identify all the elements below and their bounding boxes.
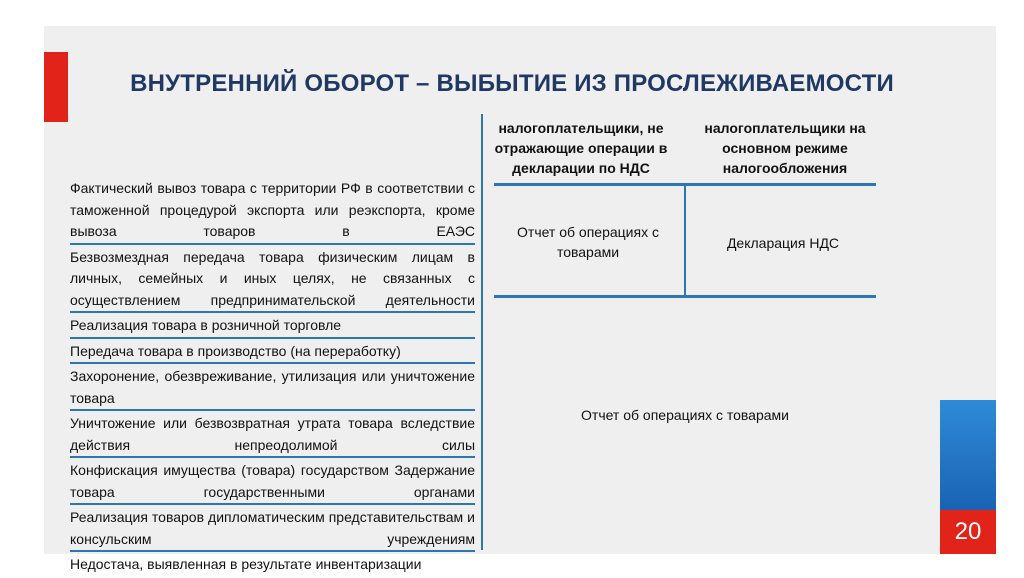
blue-decor-block	[940, 400, 996, 510]
cell-lower-operations-report: Отчет об операциях с товарами	[581, 407, 789, 423]
list-item: Реализация товаров дипломатическим представительствам и консульским учреждениям	[70, 507, 475, 552]
table-bottom-line	[494, 295, 876, 298]
cell-vat-declaration: Декларация НДС	[726, 235, 840, 251]
list-item: Безвозмездная передача товара физическим лицам в личных, семейных и иных целях, не связанных с осуществлением предпринимательской деятельности	[70, 247, 475, 314]
list-item: Захоронение, обезвреживание, утилизация или уничтожение товара	[70, 366, 475, 411]
table-column-divider	[684, 183, 686, 297]
list-item: Передача товара в производство (на переработку)	[70, 341, 475, 365]
list-item: Фактический вывоз товара с территории РФ в соответствии с таможенной процедурой экспорта или реэкспорта, кроме вывоза товаров в ЕАЭС	[70, 178, 475, 245]
cell-operations-report: Отчет об операциях с товарами	[517, 224, 659, 260]
page-number: 20	[954, 518, 982, 545]
vertical-divider	[481, 114, 483, 550]
list-item: Недостача, выявленная в результате инвентаризации	[70, 556, 422, 572]
list-item: Конфискация имущества (товара) государством Задержание товара государственными органами	[70, 460, 475, 505]
page-title: ВНУТРЕННИЙ ОБОРОТ – ВЫБЫТИЕ ИЗ ПРОСЛЕЖИВАЕМОСТИ	[130, 70, 894, 97]
list-item: Уничтожение или безвозвратная утрата товара вследствие действия непреодолимой силы	[70, 413, 475, 458]
column-header-general-regime: налогоплательщики на основном режиме налогообложения	[704, 120, 866, 176]
list-item: Реализация товара в розничной торговле	[70, 315, 475, 339]
operations-list	[70, 178, 475, 578]
column-header-non-vat: налогоплательщики, не отражающие операции в декларации по НДС	[494, 120, 668, 176]
